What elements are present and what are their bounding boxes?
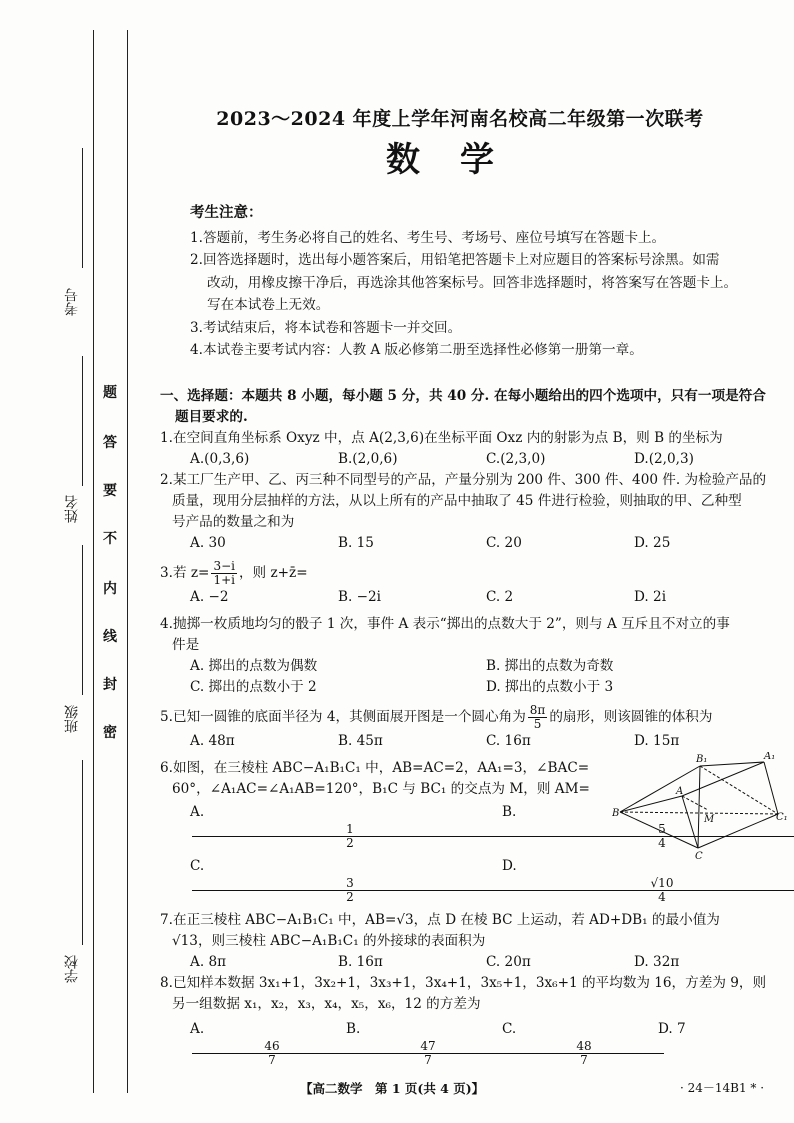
binding-line-outer (93, 30, 94, 1093)
option-d: D.(2,0,3) (634, 451, 694, 467)
option-d: D. 掷出的点数小于 3 (486, 679, 614, 695)
option-b: B. 15 (338, 535, 374, 551)
option-b: B. 掷出的点数为奇数 (486, 658, 614, 674)
stem-text: 5.已知一圆锥的底面半径为 4，其侧面展开图是一个圆心角为 (160, 709, 526, 725)
question-8 (160, 973, 782, 1067)
question-stem: 8.已知样本数据 3x₁+1，3x₂+1，3x₃+1，3x₄+1，3x₅+1，3x₆+1 的平均数为 16，方差为 9，则 (160, 975, 767, 991)
name-blank (82, 356, 83, 486)
option-a: A. −2 (190, 589, 229, 605)
notice-title: 考生注意： (190, 204, 263, 221)
figure-label-m: M (704, 814, 715, 825)
prism-figure (612, 752, 792, 862)
option-b: B. 45π (338, 733, 383, 749)
options (160, 731, 782, 752)
question-stem: 60°，∠A₁AC=∠A₁AB=120°，B₁C 与 BC₁ 的交点为 M，则 AM= (172, 781, 590, 797)
question-stem: 质量，现用分层抽样的方法，从以上所有的产品中抽取了 45 件进行检验，则抽取的甲、乙种型 (172, 493, 742, 509)
fraction (211, 560, 237, 587)
class-blank (82, 545, 83, 695)
exam-number-blank (82, 148, 83, 268)
notice-item: 3.考试结束后，将本试卷和答题卡一并交回。 (190, 319, 462, 336)
option-d: D. $\frac{√10}{4}$ (502, 856, 794, 904)
question-stem: 件是 (172, 637, 200, 653)
option-d: D. 2i (634, 589, 667, 605)
options (160, 656, 782, 677)
question-5 (160, 704, 782, 752)
options (160, 677, 782, 698)
option-d: D. 25 (634, 535, 671, 551)
exam-number-label: 考号 (64, 288, 80, 316)
school-blank (82, 760, 83, 945)
fraction-numerator: 3−i (213, 559, 235, 573)
section-heading-line: 一、选择题：本题共 8 小题，每小题 5 分，共 40 分. 在每小题给出的四个选项中，只有一项是符合 (160, 388, 766, 404)
question-4 (160, 614, 782, 698)
notice-item: 1.答题前，考生务必将自己的姓名、考生号、考场号、座位号填写在答题卡上。 (190, 229, 666, 246)
notice-block (190, 202, 790, 362)
option-b: B. $\frac{47}{7}$ (346, 1019, 502, 1067)
options (160, 533, 782, 554)
question-stem: 7.在正三棱柱 ABC−A₁B₁C₁ 中，AB=√3，点 D 在棱 BC 上运动，若 AD+DB₁ 的最小值为 (160, 912, 720, 928)
option-a: A. $\frac{1}{2}$ (190, 802, 502, 850)
stem-text: 3.若 z= (160, 565, 210, 581)
edge-b1c1 (700, 766, 778, 814)
edge-b1a1 (700, 762, 764, 766)
questions (160, 386, 782, 1067)
option-a: A. 48π (190, 733, 235, 749)
figure-label-b: B (612, 808, 620, 819)
notice-item: 写在本试卷上无效。 (207, 297, 330, 313)
paper-code: · 24－14B1 * · (680, 1081, 765, 1095)
option-a: A. 掷出的点数为偶数 (190, 658, 318, 674)
option-b: B. −2i (338, 589, 382, 605)
subject-title: 数学 (386, 140, 534, 180)
edge-bb1 (620, 766, 700, 812)
seal-char: 不 (103, 531, 117, 547)
question-stem: 另一组数据 x₁，x₂，x₃，x₄，x₅，x₆，12 的方差为 (172, 996, 481, 1012)
options (160, 1019, 782, 1067)
question-3 (160, 560, 782, 608)
question-stem: 2.某工厂生产甲、乙、丙三种不同型号的产品，产量分别为 200 件、300 件、400 件. 为检验产品的 (160, 472, 767, 488)
option-b: B. 16π (338, 954, 383, 970)
question-stem: 号产品的数量之和为 (172, 514, 295, 530)
seal-char: 题 (103, 385, 117, 401)
stem-text: ，则 z+z̄= (238, 565, 308, 581)
edge-aa1 (682, 762, 764, 796)
question-7 (160, 910, 782, 973)
name-label: 姓名 (64, 495, 80, 523)
option-c: C. $\frac{3}{2}$ (190, 856, 502, 904)
option-c: C. 2 (486, 589, 514, 605)
figure-label-b1: B₁ (696, 754, 708, 765)
option-b: B. $\frac{5}{4}$ (502, 802, 794, 850)
question-stem (160, 560, 782, 587)
section-heading (160, 386, 782, 428)
option-a: A.(0,3,6) (190, 451, 250, 467)
option-c: C. 20π (486, 954, 531, 970)
figure-label-c1: C₁ (776, 812, 788, 823)
option-a: A. $\frac{46}{7}$ (190, 1019, 346, 1067)
question-stem: √13，则三棱柱 ABC−A₁B₁C₁ 的外接球的表面积为 (172, 933, 486, 949)
edge-b1c (698, 766, 700, 848)
question-2 (160, 470, 782, 554)
edge-ba (620, 796, 682, 812)
options (160, 952, 782, 973)
fraction-denominator: 1+i (213, 573, 235, 587)
figure-label-a: A (676, 786, 684, 797)
seal-char: 内 (103, 581, 117, 597)
exam-title: 2023～2024 年度上学年河南名校高二年级第一次联考 (216, 108, 704, 130)
question-stem: 1.在空间直角坐标系 Oxyz 中，点 A(2,3,6)在坐标平面 Oxz 内的射影为点 B，则 B 的坐标为 (160, 430, 723, 446)
question-stem (160, 704, 782, 731)
option-b: B.(2,0,6) (338, 451, 398, 467)
figure-label-a1: A₁ (764, 752, 776, 762)
option-c: C. 掷出的点数小于 2 (190, 679, 317, 695)
class-label: 班级 (64, 705, 80, 733)
option-c: C. 16π (486, 733, 531, 749)
option-d: D. 15π (634, 733, 680, 749)
options (160, 587, 782, 608)
option-a: A. 30 (190, 535, 226, 551)
option-a: A. 8π (190, 954, 227, 970)
notice-item: 改动，用橡皮擦干净后，再选涂其他答案标号。回答非选择题时，将答案写在答题卡上。 (207, 274, 738, 291)
edge-bc (620, 812, 698, 848)
seal-char: 答 (103, 435, 117, 451)
section-heading-line: 题目要求的. (175, 409, 248, 425)
question-stem: 4.抛掷一枚质地均匀的骰子 1 次，事件 A 表示“掷出的点数大于 2”，则与 A 互斥且不对立的事 (160, 616, 730, 632)
fraction (528, 704, 548, 731)
options (160, 449, 782, 470)
binding-line-inner (127, 30, 128, 1093)
option-d: D. 32π (634, 954, 680, 970)
fraction-denominator: 5 (533, 717, 542, 731)
school-label: 学校 (64, 955, 80, 983)
notice-item: 4.本试卷主要考试内容：人教 A 版必修第二册至选择性必修第一册第一章。 (190, 342, 643, 358)
fraction-numerator: 8π (529, 703, 546, 717)
option-c: C.(2,3,0) (486, 451, 546, 467)
option-c: C. $\frac{48}{7}$ (502, 1019, 658, 1067)
seal-char: 线 (103, 629, 117, 645)
options (160, 856, 782, 904)
question-1 (160, 428, 782, 470)
seal-char: 封 (103, 677, 117, 693)
figure-label-c: C (695, 851, 703, 862)
question-stem: 6.如图，在三棱柱 ABC−A₁B₁C₁ 中，AB=AC=2，AA₁=3，∠BAC= (160, 760, 590, 776)
seal-char: 密 (103, 725, 117, 741)
stem-text: 的扇形，则该圆锥的体积为 (549, 709, 713, 725)
option-d: D. 7 (658, 1021, 686, 1037)
option-c: C. 20 (486, 535, 522, 551)
notice-item: 2.回答选择题时，选出每小题答案后，用铅笔把答题卡上对应题目的答案标号涂黑。如需 (190, 252, 720, 268)
seal-char: 要 (103, 483, 117, 499)
page-footer: 【高二数学 第 1 页(共 4 页)】 (300, 1081, 485, 1096)
